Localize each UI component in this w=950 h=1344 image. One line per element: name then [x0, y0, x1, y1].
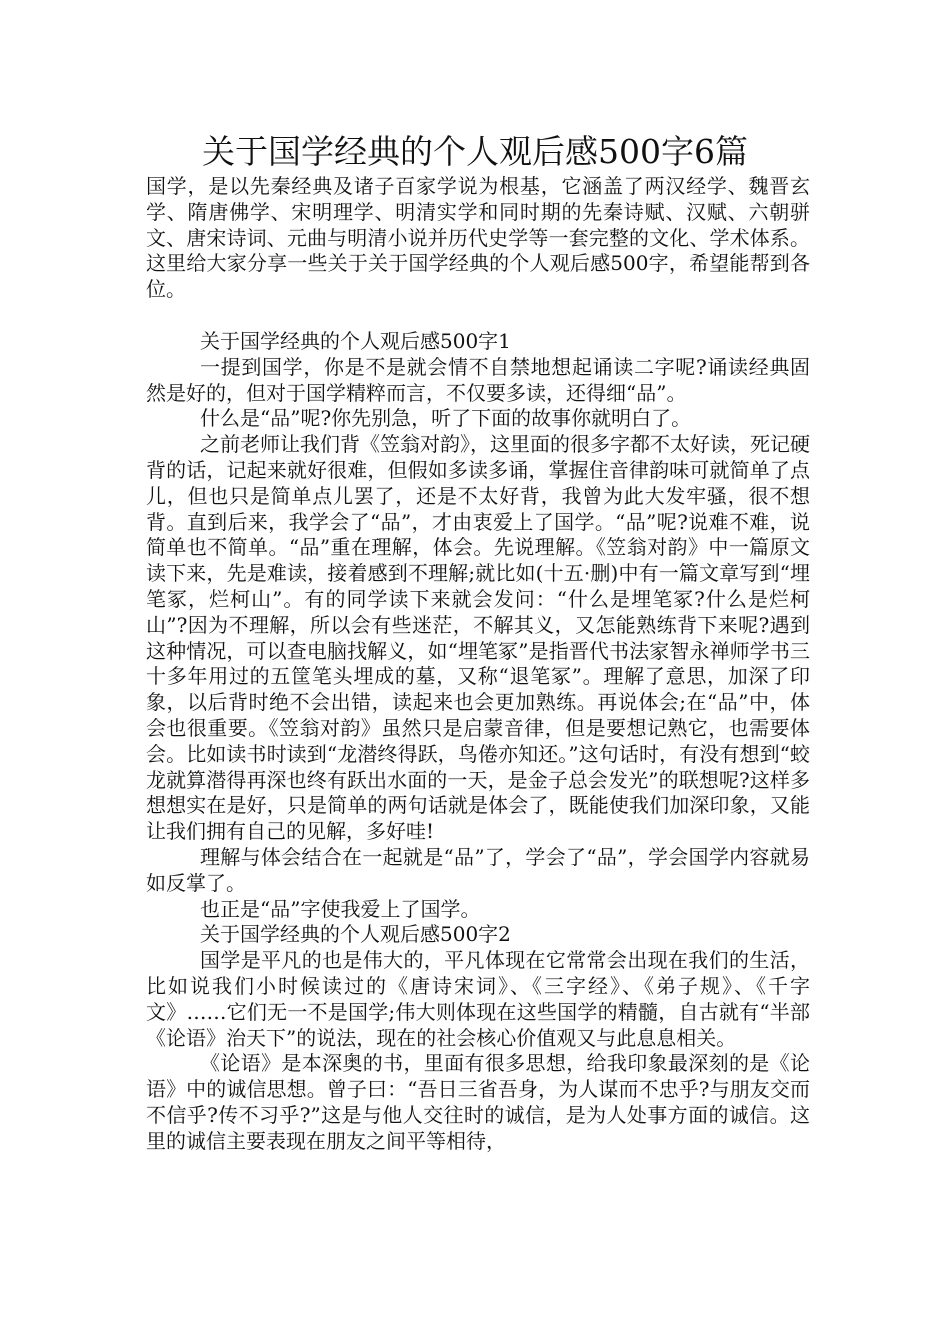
paragraph: 《论语》是本深奥的书，里面有很多思想，给我印象最深刻的是《论语》中的诚信思想。曾子曰：“吾日三省吾身，为人谋而不忠乎?与朋友交而不信乎?传不习乎?”这是与他人交往时的诚信，是为人处事方面的诚信。这里的诚信主要表现在朋友之间平等相待， — [146, 1051, 810, 1153]
paragraph: 之前老师让我们背《笠翁对韵》，这里面的很多字都不太好读，死记硬背的话，记起来就好很难，但假如多读多诵，掌握住音律韵味可就简单了点儿，但也只是简单点儿罢了，还是不太好背，我曾为此大发牢骚，很不想背。直到后来，我学会了“品”，才由衷爱上了国学。“品”呢?说难不难，说简单也不简单。“品”重在理解，体会。先说理解。《笠翁对韵》中一篇原文读下来，先是难读，接着感到不理解;就比如(十五·删)中有一篇文章写到“埋笔冢，烂柯山”。有的同学读下来就会发问：“什么是埋笔冢?什么是烂柯山”?因为不理解，所以会有些迷茫，不解其义，又怎能熟练背下来呢?遇到这种情况，可以查电脑找解义，如“埋笔冢”是指晋代书法家智永禅师学书三十多年用过的五筐笔头埋成的墓，又称“退笔冢”。理解了意思，加深了印象，以后背时绝不会出错，读起来也会更加熟练。再说体会;在“品”中，体会也很重要。《笠翁对韵》虽然只是启蒙音律，但是要想记熟它，也需要体会。比如读书时读到“龙潜终得跃，鸟倦亦知还。”这句话时，有没有想到“蛟龙就算潜得再深也终有跃出水面的一天，是金子总会发光”的联想呢?这样多想想实在是好，只是简单的两句话就是体会了，既能使我们加深印象，又能让我们拥有自己的见解，多好哇! — [146, 432, 810, 844]
document-title: 关于国学经典的个人观后感500字6篇 — [202, 132, 748, 171]
intro-paragraph: 国学，是以先秦经典及诸子百家学说为根基，它涵盖了两汉经学、魏晋玄学、隋唐佛学、宋明理学、明清实学和同时期的先秦诗赋、汉赋、六朝骈文、唐宋诗词、元曲与明清小说并历代史学等一套完整的文化、学术体系。这里给大家分享一些关于关于国学经典的个人观后感500字，希望能帮到各位。 — [146, 174, 810, 302]
paragraph: 什么是“品”呢?你先别急，听了下面的故事你就明白了。 — [200, 406, 692, 431]
section-heading-2: 关于国学经典的个人观后感500字2 — [200, 922, 511, 947]
paragraph: 理解与体会结合在一起就是“品”了，学会了“品”，学会国学内容就易如反掌了。 — [146, 844, 810, 895]
document-body — [146, 174, 810, 1154]
paragraph: 一提到国学，你是不是就会情不自禁地想起诵读二字呢?诵读经典固然是好的，但对于国学精粹而言，不仅要多读，还得细“品”。 — [146, 354, 810, 405]
paragraph: 也正是“品”字使我爱上了国学。 — [200, 896, 481, 921]
section-heading-1: 关于国学经典的个人观后感500字1 — [200, 328, 511, 353]
paragraph-gap — [146, 303, 810, 329]
paragraph: 国学是平凡的也是伟大的，平凡体现在它常常会出现在我们的生活，比如说我们小时候读过的《唐诗宋词》、《三字经》、《弟子规》、《千字文》……它们无一不是国学;伟大则体现在这些国学的精髓，自古就有“半部《论语》治天下”的说法，现在的社会核心价值观又与此息息相关。 — [146, 948, 810, 1050]
